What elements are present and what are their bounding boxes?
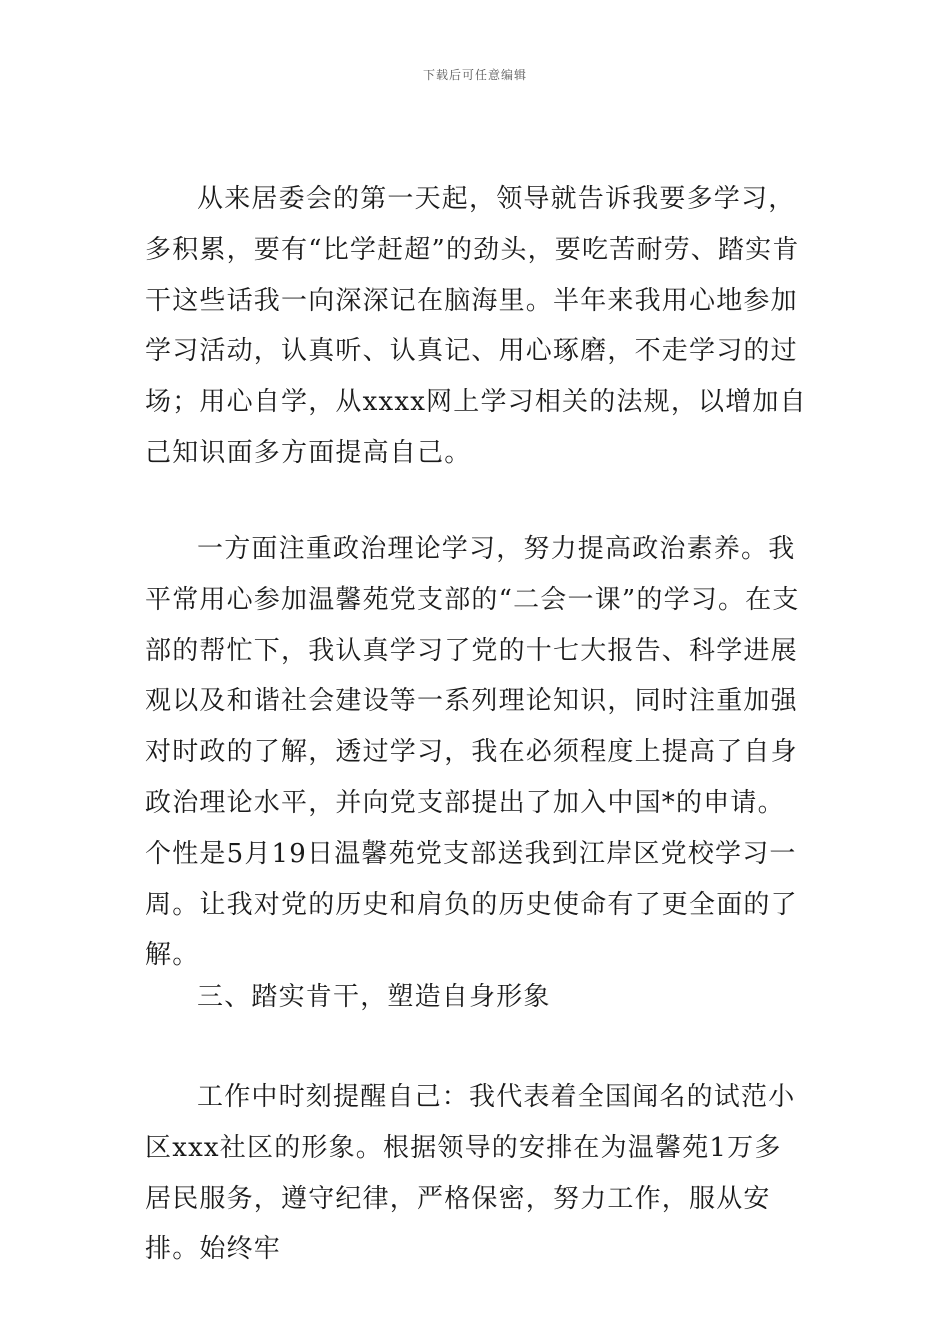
- paragraph-political-theory: 一方面注重政治理论学习，努力提高政治素养。我平常用心参加温馨苑党支部的“二会一课”的学习。在支部的帮忙下，我认真学习了党的十七大报告、科学进展观以及和谐社会建设等一系列理论知识，同时注重加强对时政的了解，透过学习，我在必须程度上提高了自身政治理论水平，并向党支部提出了加入中国*的申请。个性是5月19日温馨苑党支部送我到江岸区党校学习一周。让我对党的历史和肩负的历史使命有了更全面的了解。: [145, 534, 800, 971]
- section-heading-3: 三、踏实肯干，塑造自身形象: [197, 982, 551, 1012]
- paragraph-work-image: 工作中时刻提醒自己：我代表着全国闻名的试范小区xxx社区的形象。根据领导的安排在为温馨苑1万多居民服务，遵守纪律，严格保密，努力工作，服从安排。始终牢: [145, 1082, 796, 1265]
- page-header-note: 下载后可任意编辑: [422, 68, 527, 82]
- paragraph-study: 从来居委会的第一天起，领导就告诉我要多学习，多积累，要有“比学赶超”的劲头，要吃苦耐劳、踏实肯干这些话我一向深深记在脑海里。半年来我用心地参加学习活动，认真听、认真记、用心琢磨，不走学习的过场；用心自学，从xxxx网上学习相关的法规，以增加自己知识面多方面提高自己。: [145, 184, 807, 468]
